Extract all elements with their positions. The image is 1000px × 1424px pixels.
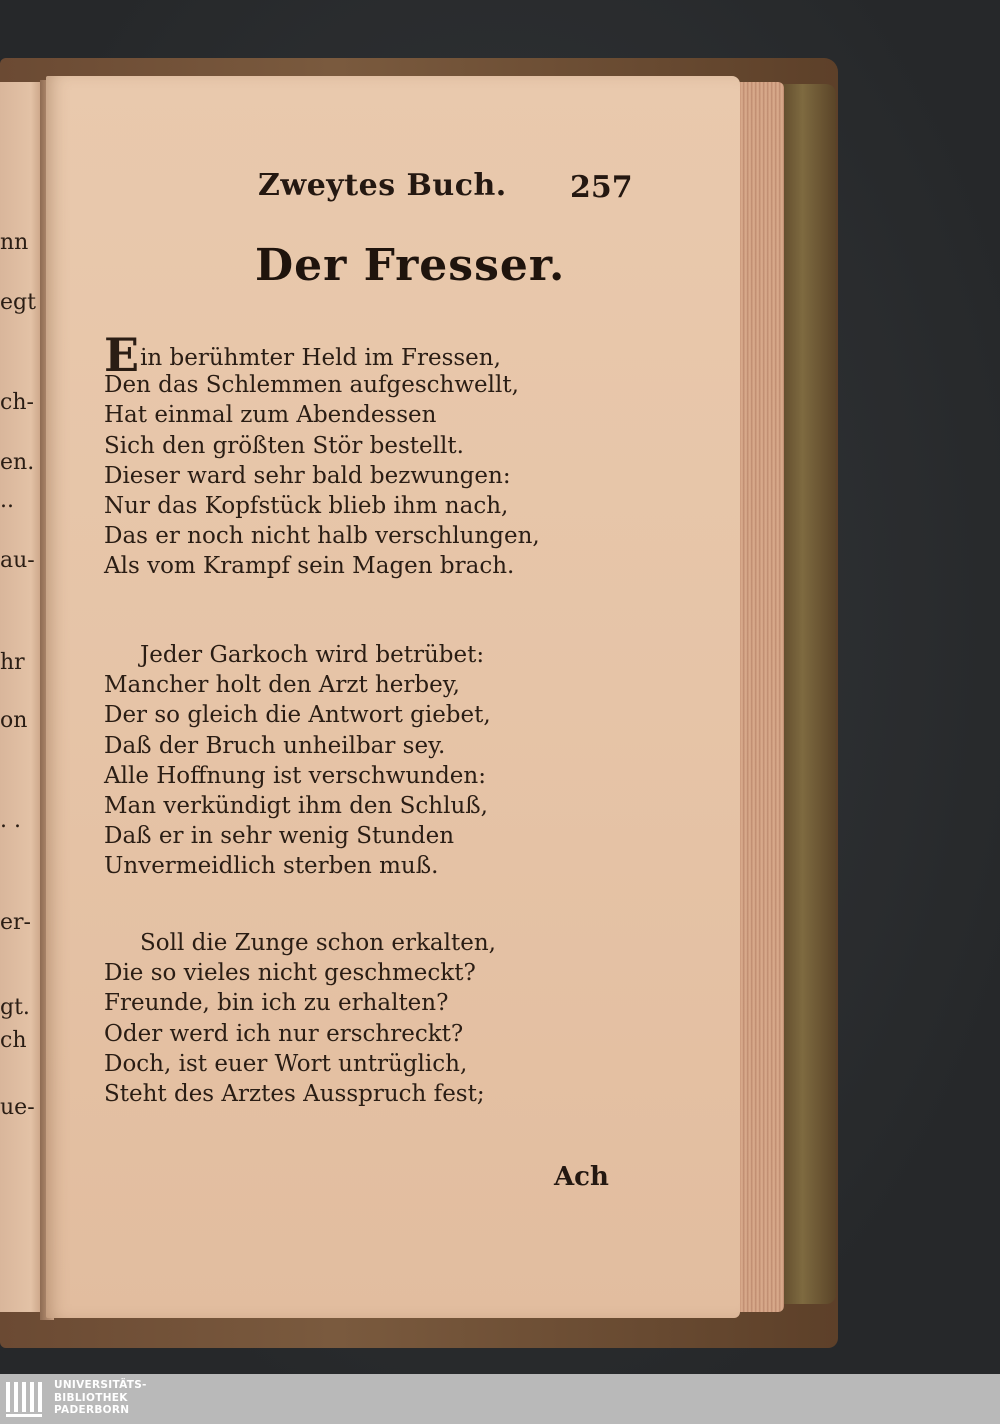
poem-line: Doch, ist euer Wort untrüglich,: [104, 1050, 468, 1077]
poem-line: Man verkündigt ihm den Schluß,: [104, 792, 488, 819]
margin-fragment: ch: [0, 1028, 27, 1053]
poem-line: Jeder Garkoch wird betrübet:: [140, 642, 485, 668]
footer-bar: [0, 1374, 1000, 1424]
margin-fragment: hr: [0, 650, 25, 675]
poem-title: Der Fresser.: [255, 240, 566, 291]
poem-line: Alle Hoffnung ist verschwunden:: [104, 762, 486, 789]
poem-line: Daß er in sehr wenig Stunden: [104, 823, 455, 850]
margin-fragment: on: [0, 708, 28, 733]
library-name: UNIVERSITÄTS- BIBLIOTHEK PADERBORN: [54, 1379, 147, 1416]
poem-line: Freunde, bin ich zu erhalten?: [104, 990, 449, 1017]
catchword: Ach: [554, 1162, 609, 1192]
margin-fragment: . .: [0, 808, 21, 833]
poem-line: Steht des Arztes Ausspruch fest;: [104, 1080, 485, 1107]
margin-fragment: egt: [0, 290, 36, 315]
poem-line: Den das Schlemmen aufgeschwellt,: [104, 372, 519, 399]
margin-fragment: au-: [0, 548, 35, 573]
stanza-2: [104, 640, 524, 882]
margin-fragment: ch-: [0, 390, 34, 415]
margin-fragment: gt.: [0, 995, 30, 1020]
page-number: 257: [570, 170, 633, 205]
stanza-3: [104, 928, 524, 1109]
library-logo-icon: [4, 1378, 48, 1420]
poem-line: Der so gleich die Antwort giebet,: [104, 702, 491, 729]
poem-line: Hat einmal zum Abendessen: [104, 402, 437, 429]
poem-line: Ein berühmter Held im Fressen,: [104, 328, 501, 382]
running-head: Zweytes Buch.: [258, 168, 507, 203]
poem-line: Das er noch nicht halb verschlungen,: [104, 523, 540, 550]
poem-line: Die so vieles nicht geschmeckt?: [104, 960, 476, 987]
poem-line: Unvermeidlich sterben muß.: [104, 853, 439, 880]
poem-line: Soll die Zunge schon erkalten,: [140, 930, 496, 956]
left-page: [0, 82, 44, 1312]
margin-fragment: er-: [0, 910, 31, 935]
book-spine: [780, 84, 836, 1304]
margin-fragment: en.: [0, 450, 35, 475]
poem-line: Oder werd ich nur erschreckt?: [104, 1020, 464, 1047]
poem-line: Sich den größten Stör bestellt.: [104, 432, 464, 459]
poem-line: Nur das Kopfstück blieb ihm nach,: [104, 492, 509, 519]
page-edges: [736, 82, 784, 1312]
margin-fragment: ue-: [0, 1095, 35, 1120]
margin-fragment: ..: [0, 488, 14, 513]
poem-line: Als vom Krampf sein Magen brach.: [104, 553, 515, 580]
poem-line: Mancher holt den Arzt herbey,: [104, 672, 460, 699]
stanza-1: [104, 328, 540, 582]
poem-line: Daß der Bruch unheilbar sey.: [104, 732, 446, 759]
drop-cap: E: [104, 328, 140, 382]
margin-fragment: nn: [0, 230, 29, 255]
poem-line: Dieser ward sehr bald bezwungen:: [104, 462, 511, 489]
